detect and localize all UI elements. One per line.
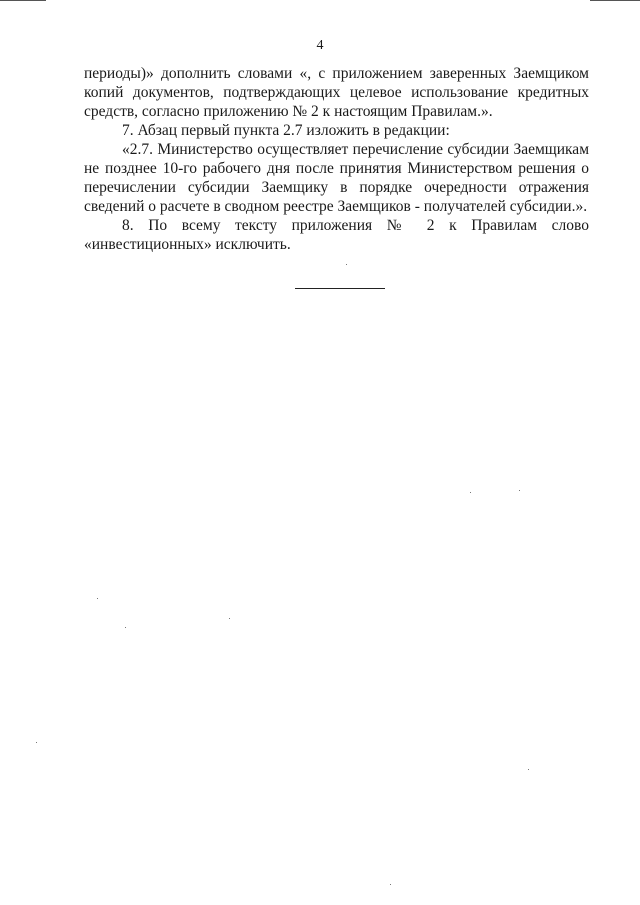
scan-speck xyxy=(97,598,98,599)
paragraph-continuation: периоды)» дополнить словами «, с приложением заверенных Заемщиком копий документов, подтверждающих целевое использование кредитных средств, согласно приложению № 2 к настоящим Правилам.». xyxy=(84,65,589,120)
scan-speck xyxy=(36,742,37,743)
paragraph-item-8: 8. По всему тексту приложения № 2 к Правилам слово «инвестиционных» исключить. xyxy=(84,217,589,253)
paragraph-item-2-7-quote: «2.7. Министерство осуществляет перечисление субсидии Заемщикам не позднее 10-го рабочего дня после принятия Министерством решения о перечислении субсидии Заемщику в порядке очередности отражения сведений о расчете в сводном реестре Заемщиков - получателей субсидии.». xyxy=(84,141,589,215)
scan-speck xyxy=(528,769,529,770)
page-number: 4 xyxy=(316,38,324,53)
paragraph-item-7: 7. Абзац первый пункта 2.7 изложить в редакции: xyxy=(122,122,450,139)
closing-rule xyxy=(295,288,385,289)
scan-speck xyxy=(125,627,126,628)
document-body xyxy=(84,64,589,254)
scan-speck xyxy=(346,264,347,265)
scan-speck xyxy=(229,618,230,619)
scan-speck xyxy=(390,884,391,885)
scan-edge-mark-right xyxy=(590,0,640,1)
scan-speck xyxy=(519,490,520,491)
scan-speck xyxy=(470,492,471,493)
scan-edge-mark-left xyxy=(0,0,46,1)
